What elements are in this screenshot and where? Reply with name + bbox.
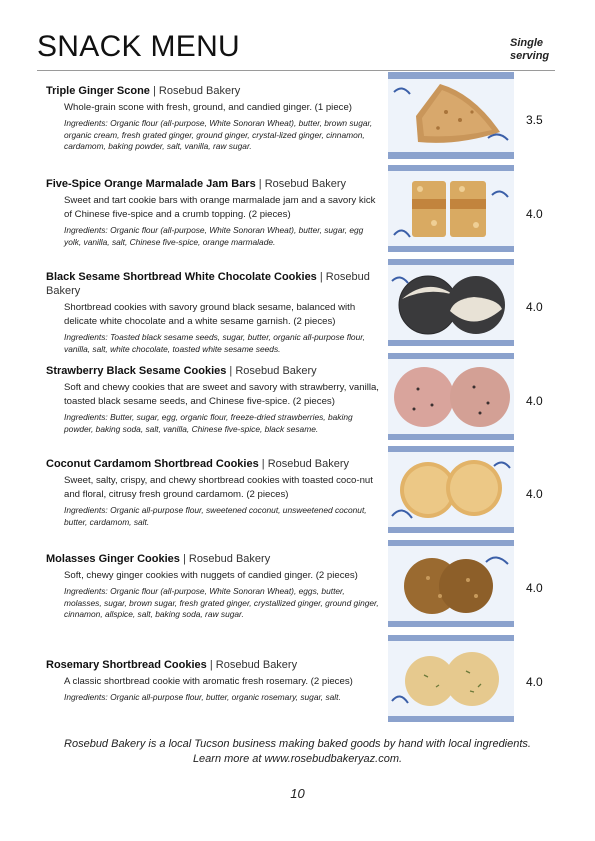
item-name: Triple Ginger Scone [46,85,150,97]
item-description: A classic shortbread cookie with aromatic fresh rosemary. (2 pieces) [64,676,353,687]
scone-photo [388,72,514,159]
menu-item-molasses-ginger [46,552,382,621]
item-maker: Rosebud Bakery [188,553,271,565]
item-name: Rosemary Shortbread Cookies [46,659,207,671]
item-price: 4.0 [526,675,543,689]
menu-item-triple-ginger-scone [46,84,382,153]
item-ingredients: Ingredients: Organic flour (all-purpose, White Sonoran Wheat), butter, brown sugar, organic cream, fresh grated ginger, ground ginger, crystal-lized ginger, cinnamon, cardamom, baking powder, salt, vanilla, raw sugar. [64,118,373,151]
item-description: Soft, chewy ginger cookies with nuggets of candied ginger. (2 pieces) [64,570,358,581]
item-name: Five-Spice Orange Marmalade Jam Bars [46,178,256,190]
item-name: Strawberry Black Sesame Cookies [46,365,227,377]
molasses-cookies-photo [388,540,514,627]
item-maker: Rosebud Bakery [264,178,347,190]
item-ingredients: Ingredients: Organic all-purpose flour, sweetened coconut, unsweetened coconut, butter, cardamom, salt. [64,505,367,527]
item-maker: Rosebud Bakery [235,365,317,377]
item-price: 4.0 [526,300,543,314]
item-maker: Rosebud Bakery [158,85,241,97]
menu-item-coconut-cardamom [46,457,382,528]
item-ingredients: Ingredients: Toasted black sesame seeds, sugar, butter, organic all-purpose flour, vanilla, salt, white chocolate, toasted white sesame seeds. [64,332,365,354]
item-name: Coconut Cardamom Shortbread Cookies [46,458,259,470]
item-price: 4.0 [526,581,543,595]
item-description: Shortbread cookies with savory ground black sesame, balanced with delicate white chocolate and a white sesame garnish. (2 pieces) [64,302,356,327]
item-ingredients: Ingredients: Butter, sugar, egg, organic flour, freeze-dried strawberries, baking powder, baking soda, salt, vanilla, Chinese five-spice, black sesame. [64,412,353,434]
item-name: Molasses Ginger Cookies [46,553,180,565]
item-separator: | [255,178,265,190]
item-separator: | [149,85,159,97]
item-separator: | [206,659,216,671]
footer-note [30,737,565,767]
item-price: 4.0 [526,487,543,501]
item-description: Soft and chewy cookies that are sweet and savory with strawberry, vanilla, toasted black sesame seeds, and Chinese five-spice. (2 pieces) [64,382,379,407]
menu-item-rosemary-shortbread [46,658,382,704]
item-ingredients: Ingredients: Organic all-purpose flour, butter, organic rosemary, sugar, salt. [64,692,341,702]
item-separator: | [316,271,326,283]
item-separator: | [179,553,189,565]
item-description: Sweet, salty, crispy, and chewy shortbread cookies with toasted coco-nut and floral, citrusy fresh ground cardamom. (2 pieces) [64,475,373,500]
item-price: 4.0 [526,207,543,221]
item-description: Whole-grain scone with fresh, ground, and candied ginger. (1 piece) [64,102,352,113]
menu-item-strawberry-black-sesame [46,364,382,435]
footer-text-2: Learn more at [192,753,265,765]
page-number: 10 [290,786,305,801]
item-maker: Rosebud Bakery [215,659,298,671]
item-description: Sweet and tart cookie bars with orange marmalade jam and a savory kick of Chinese five-spice and a crumb topping. (2 pieces) [64,195,376,220]
item-separator: | [258,458,268,470]
black-sesame-cookies-photo [388,259,514,346]
page-title: SNACK MENU [37,30,241,63]
menu-item-jam-bars [46,177,382,248]
item-maker: Rosebud Bakery [267,458,350,470]
item-ingredients: Ingredients: Organic flour (all-purpose, White Sonoran Wheat), eggs, butter, molasses, sugar, brown sugar, fresh grated ginger, crystallized ginger, ground ginger, cinnamon, allspice, salt, baking soda, raw sugar. [64,586,379,619]
strawberry-cookies-photo [388,353,514,440]
item-price: 3.5 [526,113,543,127]
item-price: 4.0 [526,394,543,408]
item-maker: Rosebud Bakery [46,271,370,297]
item-ingredients: Ingredients: Organic flour (all-purpose, White Sonoran Wheat), butter, sugar, egg yolk, vanilla, salt, Chinese five-spice, orange marmalade. [64,225,364,247]
header-divider [37,70,555,71]
footer-text-3: . [399,753,403,765]
footer-url-link[interactable]: www.rosebudbakeryaz.com [264,753,399,765]
footer-brand: Rosebud Bakery [64,738,146,750]
footer-text-1: is a local Tucson business making baked goods by hand with local ingredients. [145,738,531,750]
item-separator: | [226,365,236,377]
item-name: Black Sesame Shortbread White Chocolate Cookies [46,271,317,283]
serving-column-label: Single serving [510,37,550,62]
rosemary-cookies-photo [388,635,514,722]
coconut-cookies-photo [388,446,514,533]
jam-bars-photo [388,165,514,252]
menu-item-black-sesame-shortbread [46,270,382,355]
